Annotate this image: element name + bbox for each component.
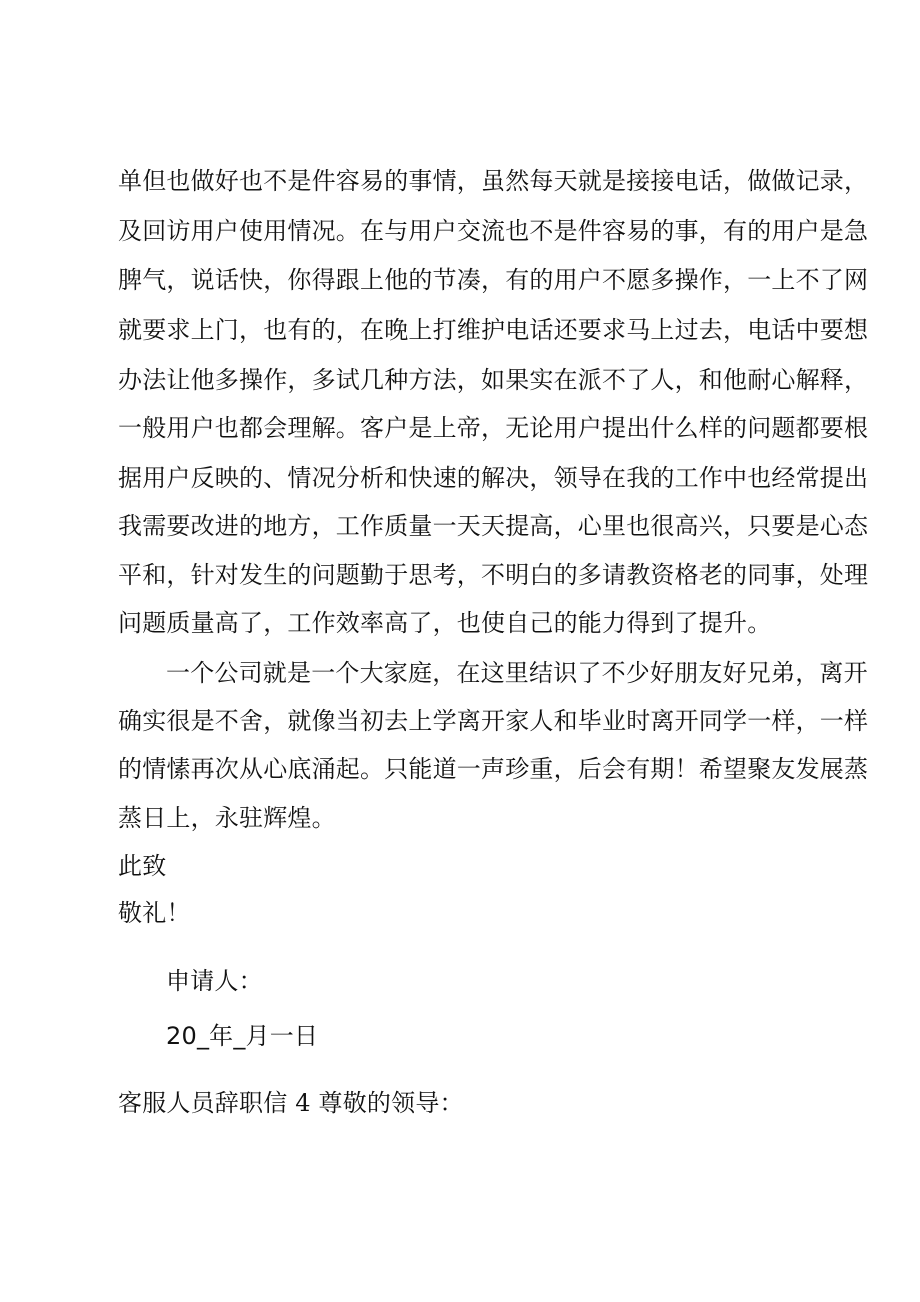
paragraph-line: 单但也做好也不是件容易的事情，虽然每天就是接接电话，做做记录， — [118, 167, 869, 195]
paragraph-line: 据用户反映的、情况分析和快速的解决，领导在我的工作中也经常提出 — [118, 464, 869, 492]
paragraph-line: 及回访用户使用情况。在与用户交流也不是件容易的事，有的用户是急 — [118, 217, 869, 245]
next-letter-heading: 客服人员辞职信 4 尊敬的领导： — [118, 1089, 464, 1117]
paragraph-line: 脾气，说话快，你得跟上他的节凑，有的用户不愿多操作，一上不了网 — [118, 266, 869, 294]
paragraph-line: 一个公司就是一个大家庭，在这里结识了不少好朋友好兄弟，离开 — [166, 659, 868, 687]
applicant-label: 申请人： — [166, 967, 263, 995]
paragraph-line: 蒸日上，永驻辉煌。 — [118, 804, 336, 832]
closing-regards: 敬礼！ — [118, 899, 191, 927]
paragraph-line: 问题质量高了，工作效率高了，也使自己的能力得到了提升。 — [118, 609, 772, 637]
paragraph-line: 办法让他多操作，多试几种方法，如果实在派不了人，和他耐心解释， — [118, 366, 869, 394]
paragraph-line: 平和，针对发生的问题勤于思考，不明白的多请教资格老的同事，处理 — [118, 561, 869, 589]
closing-salutation: 此致 — [118, 852, 167, 880]
paragraph-line: 就要求上门，也有的，在晚上打维护电话还要求马上过去，电话中要想 — [118, 316, 869, 344]
paragraph-line: 我需要改进的地方，工作质量一天天提高，心里也很高兴，只要是心态 — [118, 512, 869, 540]
paragraph-line: 一般用户也都会理解。客户是上帝，无论用户提出什么样的问题都要根 — [118, 414, 869, 442]
date-line: 20_年_月一日 — [166, 1022, 319, 1050]
paragraph-line: 的情愫再次从心底涌起。只能道一声珍重，后会有期！希望聚友发展蒸 — [118, 755, 869, 783]
paragraph-line: 确实很是不舍，就像当初去上学离开家人和毕业时离开同学一样，一样 — [118, 707, 869, 735]
